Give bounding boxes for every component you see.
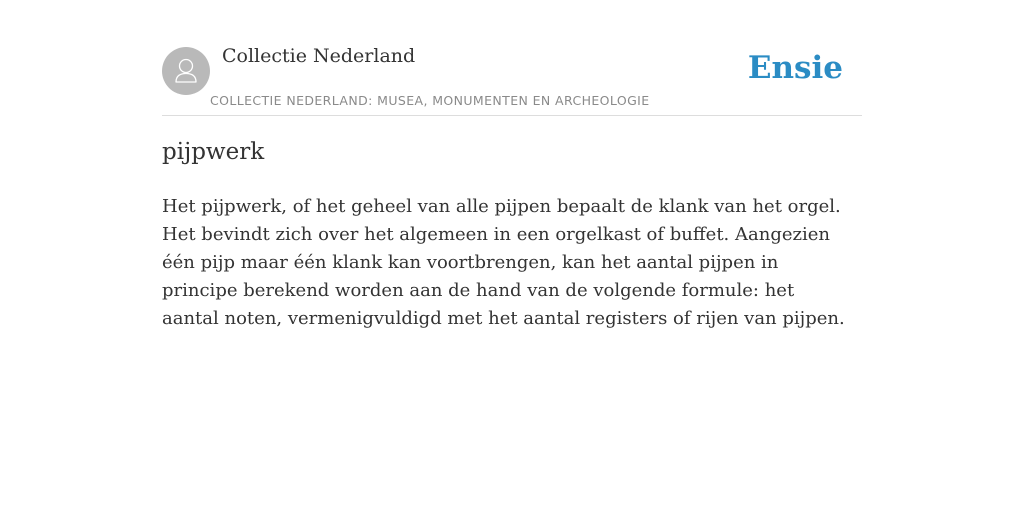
source-name[interactable]: COLLECTIE NEDERLAND: MUSEA, MONUMENTEN EN ARCHEOLOGIE [210,93,650,108]
header-divider [162,115,862,116]
term-definition: Het pijpwerk, of het geheel van alle pijpen bepaalt de klank van het orgel. Het bevindt zich over het algemeen in een orgelkast of buffet. Aangezien één pijp maar één klank kan voortbrengen, kan het aantal pijpen in principe berekend worden aan de hand van de volgende formule: het aantal noten, vermenigvuldigd met het aantal registers of rijen van pijpen. [162,196,845,329]
term-title: pijpwerk [162,139,265,165]
brand-logo[interactable]: Ensie [747,50,843,86]
author-name[interactable]: Collectie Nederland [222,45,416,67]
avatar[interactable] [162,47,210,95]
user-icon [162,47,210,95]
